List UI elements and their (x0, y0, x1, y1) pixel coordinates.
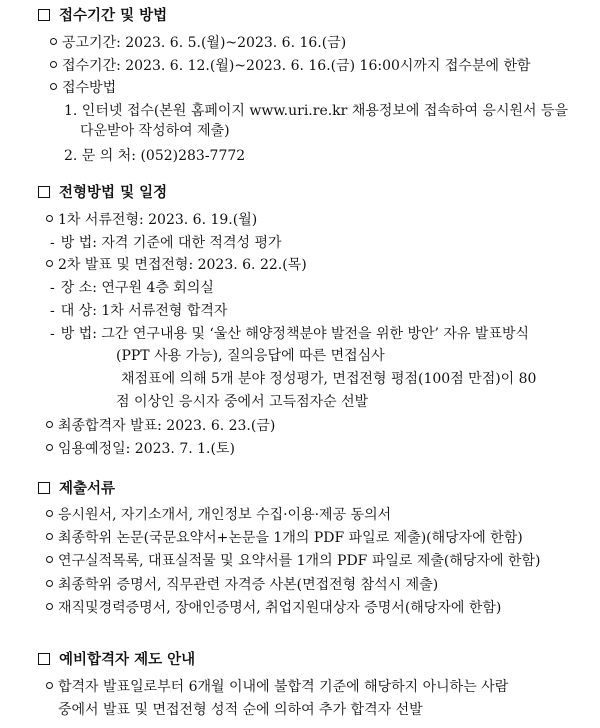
list-item: 합격자 발표일로부터 6개월 이내에 불합격 기준에 해당하지 아니하는 사람 (46, 677, 508, 697)
numbered-item-continuation: 다운받아 작성하여 제출) (80, 123, 230, 139)
circle-bullet-icon (46, 580, 53, 587)
list-item: 1차 서류전형: 2023. 6. 19.(월) (46, 210, 257, 230)
numbered-item: 1. 인터넷 접수(본원 홈페이지 www.uri.re.kr 채용정보에 접속하여 응시원서 등을 (64, 103, 569, 119)
circle-bullet-icon (50, 61, 57, 68)
section-heading-application: 접수기간 및 방법 (38, 6, 167, 26)
checkbox-square-icon (38, 482, 50, 494)
checkbox-square-icon (38, 9, 50, 21)
list-item: 최종합격자 발표: 2023. 6. 23.(금) (46, 416, 275, 436)
checkbox-square-icon (38, 186, 50, 198)
list-item: 접수방법 (50, 78, 116, 98)
list-item: 접수기간: 2023. 6. 12.(월)~2023. 6. 16.(금) 16:00시까지 접수분에 한함 (50, 56, 531, 76)
circle-bullet-icon (46, 556, 53, 563)
sub-item: - 방 법: 자격 기준에 대한 적격성 평가 (50, 235, 282, 251)
circle-bullet-icon (46, 533, 53, 540)
list-item: 최종학위 논문(국문요약서+논문을 1개의 PDF 파일로 제출)(해당자에 한함) (46, 528, 523, 548)
circle-bullet-icon (46, 444, 53, 451)
circle-bullet-icon (46, 421, 53, 428)
circle-bullet-icon (46, 510, 53, 517)
sub-item-continuation: (PPT 사용 가능), 질의응답에 따른 면접심사 (116, 348, 385, 364)
sub-item: - 대 상: 1차 서류전형 합격자 (50, 303, 228, 319)
sub-item-continuation: 점 이상인 응시자 중에서 고득점자순 선발 (116, 394, 369, 410)
sub-item: - 방 법: 그간 연구내용 및 ‘울산 해양정책분야 발전을 위한 방안’ 자유 발표방식 (50, 326, 530, 342)
list-item: 재직및경력증명서, 장애인증명서, 취업지원대상자 증명서(해당자에 한함) (46, 598, 501, 618)
section-heading-reserve: 예비합격자 제도 안내 (38, 650, 195, 670)
circle-bullet-icon (46, 260, 53, 267)
sub-item: - 장 소: 연구원 4층 회의실 (50, 280, 214, 296)
circle-bullet-icon (46, 682, 53, 689)
list-item: 응시원서, 자기소개서, 개인정보 수집·이용·제공 동의서 (46, 505, 391, 525)
list-item: 2차 발표 및 면접전형: 2023. 6. 22.(목) (46, 255, 307, 275)
list-item: 공고기간: 2023. 6. 5.(월)~2023. 6. 16.(금) (50, 33, 346, 53)
circle-bullet-icon (50, 83, 57, 90)
section-heading-documents: 제출서류 (38, 479, 115, 499)
checkbox-square-icon (38, 653, 50, 665)
list-item: 연구실적목록, 대표실적물 및 요약서를 1개의 PDF 파일로 제출(해당자에 한함) (46, 551, 540, 571)
list-item: 임용예정일: 2023. 7. 1.(토) (46, 439, 235, 459)
circle-bullet-icon (46, 215, 53, 222)
section-heading-selection: 전형방법 및 일정 (38, 183, 167, 203)
list-item: 최종학위 증명서, 직무관련 자격증 사본(면접전형 참석시 제출) (46, 575, 438, 595)
list-item-continuation: 중에서 발표 및 면접전형 성적 순에 의하여 추가 합격자 선발 (58, 702, 423, 718)
sub-item-continuation: 채점표에 의해 5개 분야 정성평가, 면접전형 평점(100점 만점)이 80 (121, 371, 537, 387)
numbered-item: 2. 문 의 처: (052)283-7772 (64, 148, 246, 164)
circle-bullet-icon (50, 38, 57, 45)
circle-bullet-icon (46, 603, 53, 610)
